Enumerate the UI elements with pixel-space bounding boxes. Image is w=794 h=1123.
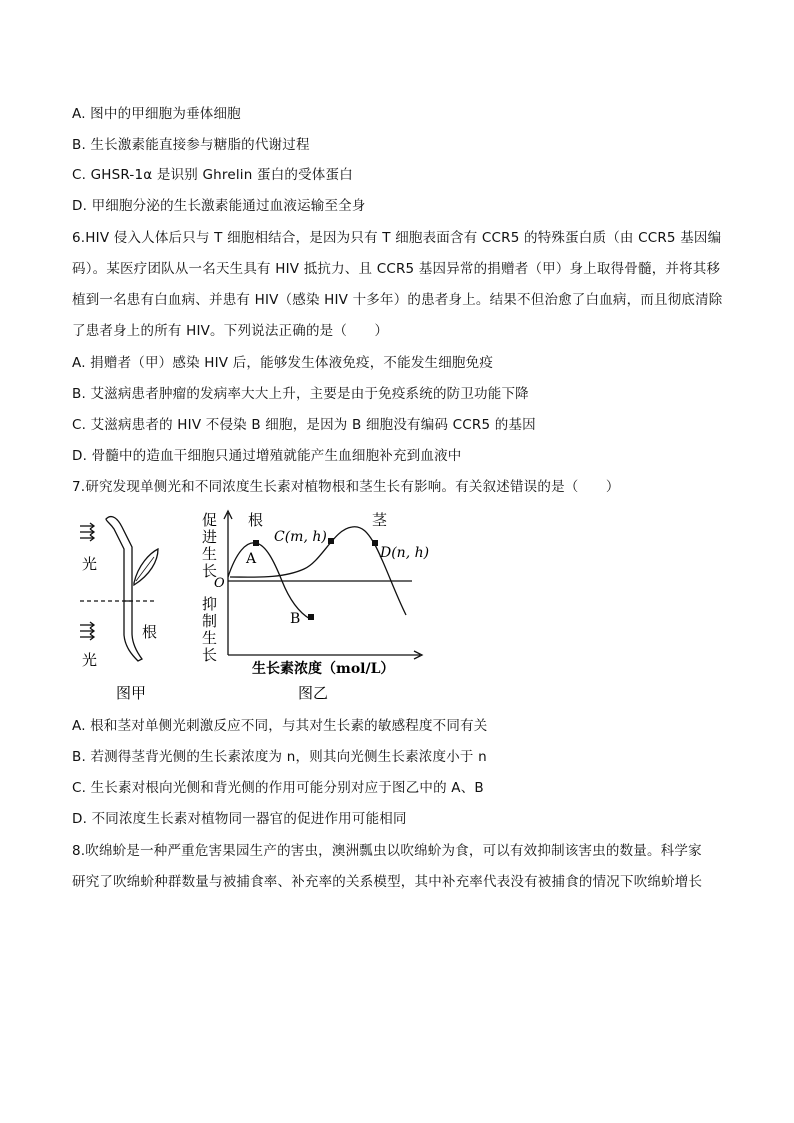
root-shape [124,601,142,661]
text-line: B. 若测得茎背光侧的生长素浓度为 n，则其向光侧生长素浓度小于 n [72,749,487,765]
text-line: C. GHSR-1α 是识别 Ghrelin 蛋白的受体蛋白 [72,167,353,183]
text-line: 8.吹绵蚧是一种严重危害果园生产的害虫，澳洲瓢虫以吹绵蚧为食，可以有效抑制该害虫的数量。科学家 [72,843,702,859]
text-line: B. 艾滋病患者肿瘤的发病率大大上升，主要是由于免疫系统的防卫功能下降 [72,386,529,402]
text-line: C. 艾滋病患者的 HIV 不侵染 B 细胞，是因为 B 细胞没有编码 CCR5 的基因 [72,417,536,433]
text-line: A. 根和茎对单侧光刺激反应不同，与其对生长素的敏感程度不同有关 [72,718,488,734]
y-label-promote-4: 长 [202,562,218,580]
text-line: 研究了吹绵蚧种群数量与被捕食率、补充率的关系模型，其中补充率代表没有被捕食的情况下吹绵蚧增长 [72,874,703,890]
text-line: A. 捐赠者（甲）感染 HIV 后，能够发生体液免疫，不能发生细胞免疫 [72,355,494,371]
text-line: C. 生长素对根向光侧和背光侧的作用可能分别对应于图乙中的 A、B [72,780,484,796]
light-arrows-top-icon [80,523,94,541]
figure-a-caption: 图甲 [116,684,147,702]
text-line: 了患者身上的所有 HIV。下列说法正确的是（ ） [72,323,389,339]
figure-b-chart [202,511,429,702]
curve-root-label: 根 [248,511,264,529]
point-a-label: A [246,551,257,567]
light-label-top: 光 [82,555,98,573]
text-line: D. 甲细胞分泌的生长激素能通过血液运输至全身 [72,198,366,214]
point-c-label: C(m, h) [274,529,327,545]
light-label-bottom: 光 [82,651,98,669]
y-label-inhibit-3: 生 [202,629,218,647]
point-a-marker [253,540,259,546]
point-b-marker [308,614,314,620]
text-line: D. 骨髓中的造血干细胞只通过增殖就能产生血细胞补充到血液中 [72,448,462,464]
text-line: 植到一名患有白血病、并患有 HIV（感染 HIV 十多年）的患者身上。结果不但治愈了白血病，而且彻底清除 [72,292,723,308]
light-arrows-bottom-icon [80,622,94,640]
text-line: 6.HIV 侵入人体后只与 T 细胞相结合，是因为只有 T 细胞表面含有 CCR5 的特殊蛋白质（由 CCR5 基因编 [72,230,722,246]
y-label-promote-2: 进 [202,528,218,546]
y-label-promote-3: 生 [202,545,218,563]
y-label-promote-1: 促 [202,511,218,529]
y-label-inhibit-1: 抑 [202,595,218,613]
curve-stem-label: 茎 [372,511,388,529]
figure-b-caption: 图乙 [298,684,329,702]
x-axis-label: 生长素浓度（mol/L） [252,661,395,677]
root-label: 根 [142,623,158,641]
y-label-inhibit-2: 制 [202,612,218,630]
point-d-label: D(n, h) [380,545,430,561]
point-d-marker [372,540,378,546]
point-c-marker [328,538,334,544]
stem-shape [106,517,132,601]
figure-auxin-growth [72,505,432,705]
text-line: B. 生长激素能直接参与糖脂的代谢过程 [72,137,310,153]
text-line: A. 图中的甲细胞为垂体细胞 [72,106,241,122]
origin-label: O [214,576,225,591]
y-label-inhibit-4: 长 [202,646,218,664]
text-line: 码）。某医疗团队从一名天生具有 HIV 抵抗力、且 CCR5 基因异常的捐赠者（甲）身上取得骨髓，并将其移 [72,261,721,277]
figure-svg [72,505,432,705]
text-line: D. 不同浓度生长素对植物同一器官的促进作用可能相同 [72,811,407,827]
point-b-label: B [290,611,301,627]
text-line: 7.研究发现单侧光和不同浓度生长素对植物根和茎生长有影响。有关叙述错误的是（ ） [72,479,620,495]
